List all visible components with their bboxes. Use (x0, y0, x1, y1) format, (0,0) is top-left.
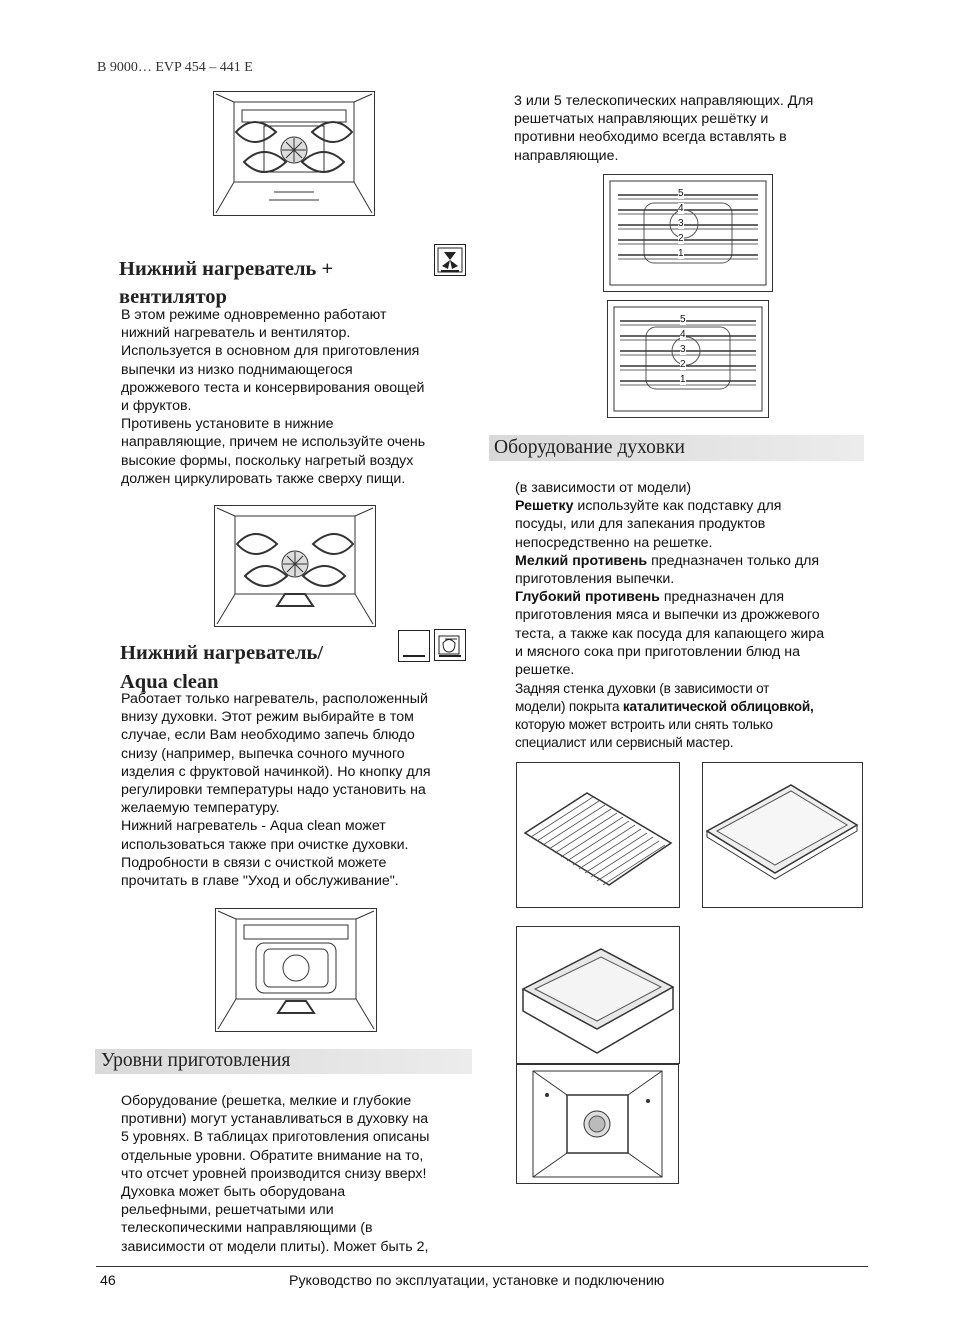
wire-rack-figure (516, 762, 680, 908)
text-line: Работает только нагреватель, расположенный (121, 691, 428, 707)
text-line: прочитать в главе "Уход и обслуживание". (121, 873, 399, 890)
text-line: Духовка может быть оборудована (121, 1184, 346, 1201)
section-aqua-title (120, 641, 323, 694)
title-line-1: Нижний нагреватель/ (120, 642, 324, 664)
text-line: случае, если Вам необходимо запечь блюдо (121, 727, 415, 744)
shallow-tray-figure (702, 762, 863, 908)
section-levels-banner (95, 1049, 472, 1074)
level-label: 3 (678, 218, 684, 229)
text-line: Подробности в связи с очисткой можете (121, 854, 387, 871)
text-line: и фруктов. (121, 398, 192, 415)
text-line: направляющие, причем не используйте очень (121, 434, 426, 451)
text-line: внизу духовки. Этот режим выбирайте в том (121, 709, 414, 726)
text-span: предназначен только для (647, 552, 820, 569)
text-line: приготовления мяса и выпечки из дрожжевого (515, 607, 820, 624)
title-line-1: Нижний нагреватель + (119, 258, 334, 280)
text-line: нижний нагреватель и вентилятор. (121, 325, 351, 342)
text-line: что отсчет уровней производится снизу вверх! (121, 1165, 427, 1182)
text-line: которую может встроить или снять только (515, 717, 773, 732)
text-line: противни) могут устанавливаться в духовку на (121, 1111, 429, 1128)
level-label: 2 (680, 359, 686, 370)
level-label: 4 (678, 203, 684, 214)
oven-levels-figure-telescopic (607, 300, 769, 418)
text-line: рельефными, решетчатыми или (121, 1202, 334, 1219)
level-label: 1 (678, 248, 684, 259)
text-line: теста, а также как посуда для капающего жира (515, 625, 825, 642)
level-label: 4 (680, 329, 686, 340)
deep-tray-figure (516, 926, 680, 1064)
text-line: изделия с фруктовой начинкой). Но кнопку для (121, 763, 431, 780)
text-line: использоваться также при очистке духовки. (121, 836, 409, 853)
level-label: 5 (680, 314, 686, 325)
text-line: регулировки температуры надо установить на (121, 782, 426, 799)
oven-fan-figure (213, 91, 375, 216)
text-line: направляющие. (514, 147, 619, 164)
text-line (515, 552, 824, 570)
text-span: используйте как подставку для (573, 498, 782, 515)
section-equipment-banner (489, 435, 864, 461)
text-line: противни необходимо всегда вставлять в (514, 129, 787, 146)
text-line: специалист или сервисный мастер. (515, 735, 734, 750)
levels-continuation (514, 92, 813, 165)
term-shallow-tray: Мелкий противень (515, 552, 648, 569)
term-rack: Решетку (515, 498, 574, 515)
term-catalytic: каталитической облицовкой, (622, 699, 814, 714)
text-line: высокие формы, поскольку нагретый воздух (121, 452, 414, 469)
text-line: телескопическими направляющими (в (121, 1220, 373, 1237)
text-line: посуды, или для запекания продуктов (515, 516, 766, 533)
text-line: решетчатых направляющих решётку и (514, 111, 769, 128)
title-line-2: вентилятор (119, 286, 227, 308)
term-deep-tray: Глубокий противень (515, 589, 660, 606)
catalytic-note (515, 680, 814, 752)
section-levels-body (121, 1092, 429, 1256)
footer-rule (96, 1266, 868, 1267)
aqua-clean-icon (434, 629, 466, 661)
text-line: снизу (например, выпечка сочного мучного (121, 745, 405, 762)
oven-levels-figure (603, 174, 773, 292)
text-span: модели) покрыта (515, 699, 623, 714)
text-line: желаемую температуру. (121, 800, 280, 817)
section-aqua-body (121, 690, 431, 890)
level-label: 5 (678, 188, 684, 199)
level-label: 3 (680, 344, 686, 355)
level-label: 2 (678, 233, 684, 244)
text-line: 3 или 5 телескопических направляющих. Для (514, 93, 814, 109)
text-line: 5 уровнях. В таблицах приготовления описаны (121, 1129, 430, 1146)
bottom-fan-mode-icon (434, 244, 466, 276)
text-line: приготовления выпечки. (515, 571, 675, 588)
section-equipment-body (515, 479, 824, 679)
text-line: Используется в основном для приготовления (121, 343, 420, 360)
text-line: отдельные уровни. Обратите внимание на то, (121, 1147, 424, 1164)
oven-bottom-heater-figure (215, 908, 377, 1032)
text-line (515, 497, 824, 515)
text-line: выпечки из низко поднимающегося (121, 361, 353, 378)
text-line: непосредственно на решетке. (515, 534, 713, 551)
header-model: B 9000… EVP 454 – 441 E (97, 60, 253, 75)
text-line: В этом режиме одновременно работают (121, 307, 387, 323)
text-line (515, 588, 824, 606)
section-levels-title: Уровни приготовления (101, 1050, 291, 1071)
text-line: и мясного сока при приготовлении блюд на (515, 643, 800, 660)
bottom-heater-mode-icon (398, 630, 430, 662)
level-label: 1 (680, 374, 686, 385)
text-line: Оборудование (решетка, мелкие и глубокие (121, 1093, 412, 1109)
section-bottom-fan-title (119, 257, 333, 309)
oven-bottom-fan-figure (214, 505, 376, 627)
text-line (515, 698, 814, 716)
text-span: предназначен для (659, 589, 785, 606)
section-bottom-fan-body (121, 306, 425, 488)
title-line-2: Aqua clean (120, 671, 219, 693)
text-line: Противень установите в нижние (121, 416, 334, 433)
text-line: решетке. (515, 662, 575, 679)
text-line: зависимости от модели плиты). Может быть 2, (121, 1238, 429, 1255)
text-line: Задняя стенка духовки (в зависимости от (515, 681, 770, 696)
text-line: дрожжевого теста и консервирования овощей (121, 379, 425, 396)
footer-text: Руководство по эксплуатации, установке и подключению (289, 1273, 665, 1289)
text-line: должен циркулировать также сверху пищи. (121, 470, 406, 487)
text-line: Нижний нагреватель - Aqua clean может (121, 818, 386, 835)
section-equipment-title: Оборудование духовки (494, 437, 685, 458)
text-line: (в зависимости от модели) (515, 480, 692, 496)
page-number: 46 (100, 1273, 116, 1289)
catalytic-back-wall-figure (516, 1064, 679, 1184)
